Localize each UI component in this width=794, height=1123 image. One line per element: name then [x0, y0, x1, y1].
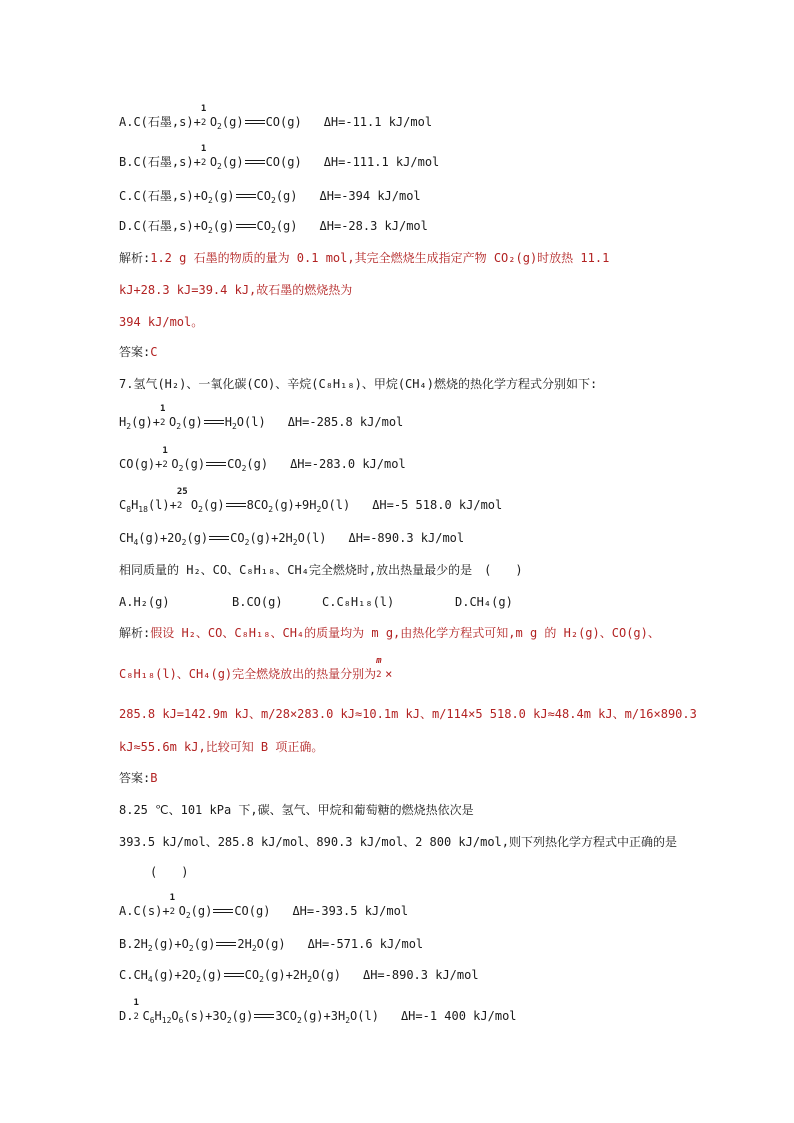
analysis-label: 解析:: [119, 251, 151, 265]
q6-option-c: C.C(石墨$,s)+O_2(g)$ $CO_2(g)$ ΔH=-394 kJ/mol: [119, 189, 421, 205]
q7-option-c: C.C₈H₁₈(l): [322, 595, 395, 609]
q7-option-d: D.CH₄(g): [455, 595, 513, 609]
delta-h: ΔH=-11.1 kJ/mol: [323, 115, 433, 129]
delta-h: ΔH=-571.6 kJ/mol: [307, 937, 424, 951]
analysis-text: 1.2 g 石墨的物质的量为 0.1 mol,其完全燃烧生成指定产物 CO₂(g)时放热 11.1: [150, 251, 610, 265]
delta-h: ΔH=-285.8 kJ/mol: [287, 415, 404, 429]
q7-equation-1: $H_2(g)+$ 1 2 $O_2(g)$ $H_2O(l)$ ΔH=-285.8 kJ/mol: [119, 404, 404, 431]
q8-option-b: $B.2H_2(g)+O_2(g)$ $2H_2O(g)$ ΔH=-571.6 kJ/mol: [119, 937, 424, 953]
analysis-text: 假设 H₂、CO、C₈H₁₈、CH₄的质量均为 m g,由热化学方程式可知,m g 的 H₂(g)、CO(g)、: [150, 626, 660, 640]
delta-h: ΔH=-394 kJ/mol: [319, 189, 421, 203]
q7-analysis-line3: 285.8 kJ=142.9m kJ、m/28×283.0 kJ≈10.1m kJ、m/114×5 518.0 kJ≈48.4m kJ、m/16×890.3: [119, 707, 697, 721]
q6-answer: [119, 344, 157, 360]
q8-stem-line1: 8.25 ℃、101 kPa 下,碳、氢气、甲烷和葡萄糖的燃烧热依次是: [119, 803, 474, 817]
q7-stem: 7.氢气(H₂)、一氧化碳(CO)、辛烷(C₈H₁₈)、甲烷(CH₄)燃烧的热化学方程式分别如下:: [119, 377, 598, 391]
answer-label: 答案:: [119, 771, 151, 785]
q6-option-d: D.C(石墨$,s)+O_2(g)$ $CO_2(g)$ ΔH=-28.3 kJ/mol: [119, 219, 428, 235]
q7-equation-2: CO(g)+ 1 2 $O_2(g)$ $CO_2(g)$ ΔH=-283.0 kJ/mol: [119, 446, 406, 473]
q7-analysis-line4: kJ≈55.6m kJ,比较可知 B 项正确。: [119, 740, 324, 754]
q7-analysis-line2: C₈H₁₈(l)、CH₄(g)完全燃烧放出的热量分别为 m 2 ×: [119, 656, 393, 681]
answer-value: C: [150, 345, 158, 359]
delta-h: ΔH=-5 518.0 kJ/mol: [372, 498, 503, 512]
delta-h: ΔH=-393.5 kJ/mol: [292, 904, 409, 918]
delta-h: ΔH=-28.3 kJ/mol: [319, 219, 428, 233]
q8-stem-line2: 393.5 kJ/mol、285.8 kJ/mol、890.3 kJ/mol、2 800 kJ/mol,则下列热化学方程式中正确的是: [119, 835, 678, 849]
q6-option-b: B.C(石墨,s)+ 1 2 $O_2(g)$ CO(g) ΔH=-111.1 kJ/mol: [119, 144, 440, 171]
q8-stem-line3: ( ): [150, 865, 189, 879]
q7-question: 相同质量的 H₂、CO、C₈H₁₈、CH₄完全燃烧时,放出热量最少的是 ( ): [119, 563, 523, 577]
delta-h: ΔH=-890.3 kJ/mol: [362, 968, 479, 982]
q6-option-a: A.C(石墨,s)+ 1 2 $O_2(g)$ CO(g) ΔH=-11.1 kJ/mol: [119, 104, 433, 131]
q8-option-d: D. 1 2 $C_6H_{12}O_6(s)+3O_2(g)$ $3CO_2(g)+3H_2O(l)$ ΔH=-1 400 kJ/mol: [119, 998, 517, 1025]
q8-option-a: A.C(s)+ 1 2 $O_2(g)$ CO(g) ΔH=-393.5 kJ/mol: [119, 893, 409, 920]
delta-h: ΔH=-890.3 kJ/mol: [348, 531, 465, 545]
answer-label: 答案:: [119, 345, 151, 359]
q7-option-b: B.CO(g): [232, 595, 283, 609]
q7-options: [119, 594, 513, 610]
delta-h: ΔH=-1 400 kJ/mol: [400, 1009, 517, 1023]
delta-h: ΔH=-283.0 kJ/mol: [290, 457, 406, 471]
delta-h: ΔH=-111.1 kJ/mol: [323, 155, 440, 169]
q7-answer: [119, 770, 157, 786]
q8-option-c: $C.CH_4(g)+2O_2(g)$ $CO_2(g)+2H_2O(g)$ ΔH=-890.3 kJ/mol: [119, 968, 479, 984]
answer-value: B: [150, 771, 158, 785]
q6-analysis-line2: kJ+28.3 kJ=39.4 kJ,故石墨的燃烧热为: [119, 283, 353, 297]
q6-analysis-line3: 394 kJ/mol。: [119, 315, 204, 329]
q7-option-a: A.H₂(g): [119, 595, 170, 609]
q7-analysis-line1: [119, 625, 660, 641]
q6-analysis-line1: [119, 250, 609, 266]
q7-equation-4: $CH_4(g)+2O_2(g)$ $CO_2(g)+2H_2O(l)$ ΔH=-890.3 kJ/mol: [119, 531, 465, 547]
analysis-label: 解析:: [119, 626, 151, 640]
q7-equation-3: $C_8H_{18}(l)+$ 25 2 $O_2(g)$ $8CO_2(g)+9H_2O(l)$ ΔH=-5 518.0 kJ/mol: [119, 487, 503, 514]
